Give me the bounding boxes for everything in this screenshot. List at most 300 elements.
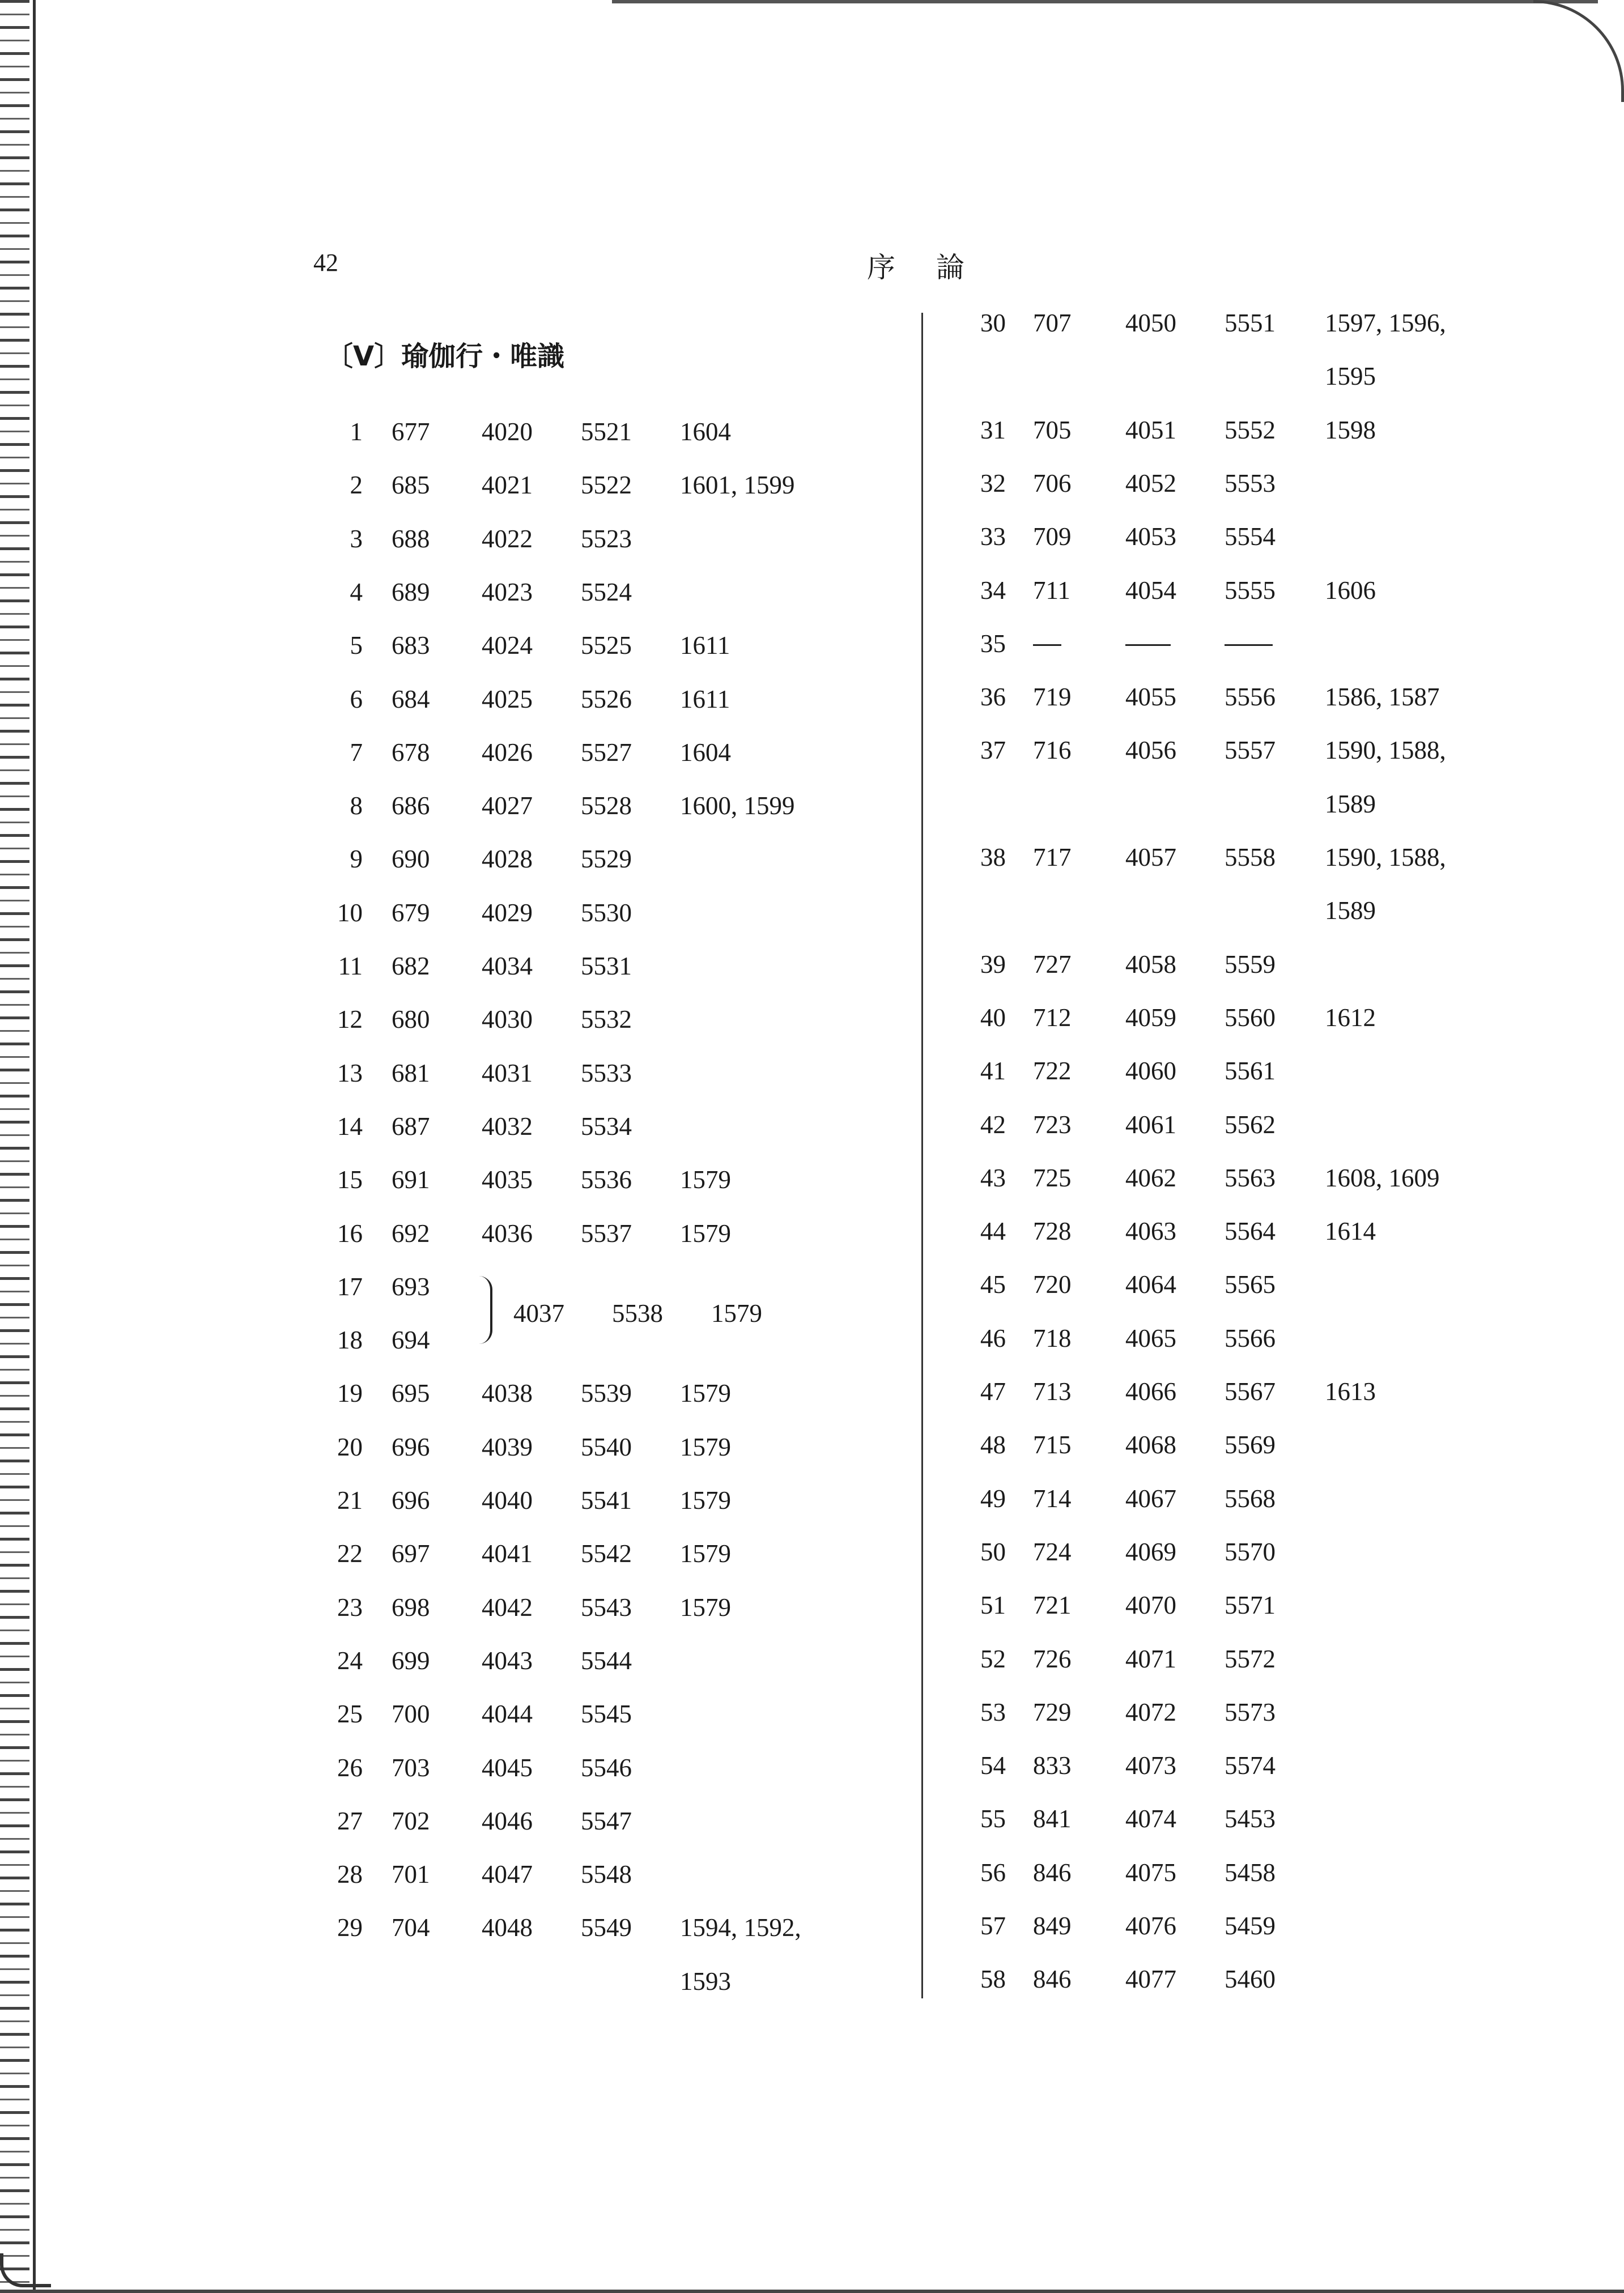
table-cell: 4066 (1125, 1377, 1176, 1406)
table-cell: 5549 (581, 1913, 632, 1942)
table-cell: 4053 (1125, 522, 1176, 551)
table-cell: 5536 (581, 1165, 632, 1194)
table-cell: 696 (392, 1486, 430, 1515)
table-row (958, 1267, 1524, 1301)
table-row (317, 1109, 884, 1143)
table-cell: 4020 (482, 418, 533, 446)
table-cell: 52 (980, 1644, 1006, 1673)
table-cell: 39 (980, 950, 1006, 979)
table-cell: 1579 (680, 1593, 731, 1622)
table-cell: 12 (337, 1005, 363, 1034)
table-row (317, 1697, 884, 1731)
table-cell: 4051 (1125, 415, 1176, 444)
table-row (958, 1054, 1524, 1088)
table-cell: 680 (392, 1005, 430, 1034)
table-cell: 58 (980, 1965, 1006, 1994)
table-cell: 20 (337, 1432, 363, 1461)
table-cell: 4048 (482, 1913, 533, 1942)
table-row (958, 1856, 1524, 1890)
table-cell: 55 (980, 1805, 1006, 1833)
table-row (317, 1644, 884, 1678)
scan-edge-line (33, 0, 36, 2293)
table-cell: 1611 (680, 631, 730, 660)
table-row (317, 1537, 884, 1571)
table-cell: 714 (1033, 1484, 1072, 1513)
table-cell: 722 (1033, 1057, 1072, 1086)
table-cell: 41 (980, 1057, 1006, 1086)
table-cell: 4027 (482, 792, 533, 820)
table-cell: 4055 (1125, 683, 1176, 712)
table-cell: 1586, 1587 (1325, 683, 1440, 712)
table-cell: 1611 (680, 684, 730, 713)
table-cell: 46 (980, 1324, 1006, 1352)
table-cell: 4063 (1125, 1217, 1176, 1246)
table-cell: 1579 (680, 1486, 731, 1515)
table-cell: 30 (980, 309, 1006, 337)
table-cell: 5554 (1225, 522, 1276, 551)
table-cell: 703 (392, 1753, 430, 1782)
table-cell: 1608, 1609 (1325, 1163, 1440, 1192)
table-row (958, 680, 1524, 714)
scan-page-corner (1533, 0, 1624, 102)
table-row (317, 1857, 884, 1891)
table-cell: 4056 (1125, 736, 1176, 765)
table-cell: 45 (980, 1270, 1006, 1299)
table-cell: 34 (980, 576, 1006, 605)
table-cell: 717 (1033, 843, 1072, 871)
page-number: 42 (313, 249, 338, 276)
table-cell: 27 (337, 1806, 363, 1835)
table-cell: 21 (337, 1486, 363, 1515)
table-row (958, 1001, 1524, 1035)
table-cell: 43 (980, 1163, 1006, 1192)
table-cell: 10 (337, 898, 363, 927)
table-cell: 4054 (1125, 576, 1176, 605)
table-cell: 677 (392, 418, 430, 446)
table-cell: 5574 (1225, 1751, 1276, 1780)
table-cell: 5528 (581, 792, 632, 820)
table-cell: 1589 (1325, 896, 1376, 925)
table-cell: 1 (350, 418, 363, 446)
table-cell: 696 (392, 1432, 430, 1461)
table-cell: 13 (337, 1058, 363, 1087)
table-row (958, 1909, 1524, 1943)
table-row (317, 735, 884, 769)
table-cell: 1598 (1325, 415, 1376, 444)
table-cell: 846 (1033, 1858, 1072, 1887)
table-cell: 718 (1033, 1324, 1072, 1352)
table-row (317, 1216, 884, 1250)
table-cell: 5542 (581, 1539, 632, 1568)
table-cell: 5525 (581, 631, 632, 660)
table-row (317, 1804, 884, 1838)
table-row (958, 466, 1524, 500)
table-cell: 5522 (581, 471, 632, 500)
table-row (958, 1535, 1524, 1569)
table-row (958, 1962, 1524, 1996)
table-cell: 684 (392, 684, 430, 713)
table-cell: 1579 (680, 1539, 731, 1568)
table-row (317, 1430, 884, 1464)
table-row (958, 520, 1524, 554)
table-cell: 3 (350, 524, 363, 553)
table-cell: 17 (337, 1272, 363, 1301)
table-cell: 4061 (1125, 1110, 1176, 1139)
table-cell: 833 (1033, 1751, 1072, 1780)
table-cell: 690 (392, 845, 430, 874)
table-cell: 721 (1033, 1591, 1072, 1620)
table-cell: 57 (980, 1912, 1006, 1940)
table-cell: 678 (392, 738, 430, 767)
table-cell: 5 (350, 631, 363, 660)
scan-binding-edge (0, 0, 29, 2293)
table-row (317, 522, 884, 556)
table-cell: 11 (338, 952, 363, 980)
table-cell: 695 (392, 1379, 430, 1408)
table-row (317, 682, 884, 716)
empty-dash (1225, 644, 1273, 646)
table-cell: 5530 (581, 898, 632, 927)
table-cell: 5540 (581, 1432, 632, 1461)
table-cell: 4039 (482, 1432, 533, 1461)
table-row (958, 1802, 1524, 1836)
table-cell: 5527 (581, 738, 632, 767)
table-row (958, 787, 1524, 821)
table-cell: 31 (980, 415, 1006, 444)
table-cell: 4050 (1125, 309, 1176, 337)
table-cell: 846 (1033, 1965, 1072, 1994)
table-cell: 702 (392, 1806, 430, 1835)
table-cell: 49 (980, 1484, 1006, 1513)
table-cell: 5548 (581, 1860, 632, 1889)
table-cell: 4075 (1125, 1858, 1176, 1887)
table-cell: 5544 (581, 1646, 632, 1675)
table-row (317, 1376, 884, 1410)
table-cell: 699 (392, 1646, 430, 1675)
table-cell: 19 (337, 1379, 363, 1408)
table-cell: 4038 (482, 1379, 533, 1408)
table-cell: 5566 (1225, 1324, 1276, 1352)
table-cell: 5569 (1225, 1431, 1276, 1460)
table-cell: 28 (337, 1860, 363, 1889)
table-row (317, 842, 884, 876)
table-cell: 1604 (680, 418, 731, 446)
table-row (317, 949, 884, 983)
table-row (317, 628, 884, 662)
table-cell: 4044 (482, 1700, 533, 1729)
table-cell: 727 (1033, 950, 1072, 979)
table-row (317, 1002, 884, 1036)
table-cell: 4073 (1125, 1751, 1176, 1780)
table-cell: 5541 (581, 1486, 632, 1515)
table-cell: 692 (392, 1219, 430, 1248)
table-cell: 685 (392, 471, 430, 500)
table-cell: 726 (1033, 1644, 1072, 1673)
table-cell: 697 (392, 1539, 430, 1568)
table-row (317, 1751, 884, 1785)
table-row (958, 947, 1524, 981)
table-cell: 4046 (482, 1806, 533, 1835)
table-row (958, 733, 1524, 767)
table-row (958, 1214, 1524, 1248)
table-row (317, 1323, 884, 1357)
table-cell: 14 (337, 1112, 363, 1141)
merged-col3-cell: 5538 (612, 1299, 663, 1328)
table-cell: 1612 (1325, 1003, 1376, 1032)
table-cell: 4047 (482, 1860, 533, 1889)
table-cell: 1579 (680, 1165, 731, 1194)
table-cell: 5563 (1225, 1163, 1276, 1192)
table-row (958, 306, 1524, 340)
table-cell: 719 (1033, 683, 1072, 712)
table-cell: 5521 (581, 418, 632, 446)
table-cell: 5552 (1225, 415, 1276, 444)
table-cell: 4025 (482, 684, 533, 713)
table-cell: 15 (337, 1165, 363, 1194)
table-cell: 1595 (1325, 362, 1376, 391)
table-cell: 724 (1033, 1537, 1072, 1566)
table-cell: 5564 (1225, 1217, 1276, 1246)
table-cell: 4052 (1125, 469, 1176, 497)
table-cell: 5524 (581, 577, 632, 606)
table-row (958, 894, 1524, 928)
table-cell: 4036 (482, 1219, 533, 1248)
section-heading: 〔V〕瑜伽行・唯識 (326, 341, 565, 372)
table-cell: 5539 (581, 1379, 632, 1408)
table-row (317, 1964, 884, 1998)
table-cell: 7 (350, 738, 363, 767)
table-cell: 1593 (680, 1967, 731, 1996)
table-row (317, 1483, 884, 1517)
table-row (958, 413, 1524, 447)
table-cell: 4058 (1125, 950, 1176, 979)
table-cell: 720 (1033, 1270, 1072, 1299)
table-row (958, 1375, 1524, 1409)
table-cell: 1589 (1325, 789, 1376, 818)
table-cell: 679 (392, 898, 430, 927)
table-cell: 5533 (581, 1058, 632, 1087)
table-row (317, 1270, 884, 1304)
scan-top-edge (612, 0, 1598, 3)
table-row (958, 1428, 1524, 1462)
table-row (958, 1321, 1524, 1355)
table-cell: 5460 (1225, 1965, 1276, 1994)
table-cell: 5458 (1225, 1858, 1276, 1887)
table-cell: 681 (392, 1058, 430, 1087)
table-cell: 4032 (482, 1112, 533, 1141)
table-cell: 1606 (1325, 576, 1376, 605)
table-cell: 4022 (482, 524, 533, 553)
table-cell: 48 (980, 1431, 1006, 1460)
table-cell: 5526 (581, 684, 632, 713)
table-cell: 4 (350, 577, 363, 606)
table-cell: 4041 (482, 1539, 533, 1568)
table-cell: 5555 (1225, 576, 1276, 605)
table-cell: 683 (392, 631, 430, 660)
table-cell: 25 (337, 1700, 363, 1729)
empty-dash (1033, 644, 1061, 646)
table-cell: 686 (392, 792, 430, 820)
table-row (958, 1642, 1524, 1676)
table-cell: 5523 (581, 524, 632, 553)
table-cell: 705 (1033, 415, 1072, 444)
table-row (958, 1695, 1524, 1729)
table-cell: 4024 (482, 631, 533, 660)
table-row (317, 896, 884, 930)
table-cell: 42 (980, 1110, 1006, 1139)
table-row (317, 415, 884, 449)
table-cell: 1594, 1592, (680, 1913, 801, 1942)
table-cell: 4071 (1125, 1644, 1176, 1673)
table-cell: 687 (392, 1112, 430, 1141)
table-cell: 723 (1033, 1110, 1072, 1139)
table-cell: 5545 (581, 1700, 632, 1729)
empty-dash (1125, 644, 1171, 646)
table-row (317, 468, 884, 502)
table-cell: 5532 (581, 1005, 632, 1034)
table-cell: 5453 (1225, 1805, 1276, 1833)
table-row (958, 1108, 1524, 1142)
table-cell: 841 (1033, 1805, 1072, 1833)
table-cell: 849 (1033, 1912, 1072, 1940)
table-cell: 23 (337, 1593, 363, 1622)
table-cell: 5573 (1225, 1698, 1276, 1726)
table-cell: 5529 (581, 845, 632, 874)
table-cell: 36 (980, 683, 1006, 712)
table-row (317, 575, 884, 609)
table-cell: 693 (392, 1272, 430, 1301)
table-cell: 5558 (1225, 843, 1276, 871)
table-cell: 728 (1033, 1217, 1072, 1246)
table-cell: 4026 (482, 738, 533, 767)
table-cell: 4035 (482, 1165, 533, 1194)
table-cell: 4074 (1125, 1805, 1176, 1833)
table-cell: 24 (337, 1646, 363, 1675)
table-cell: 33 (980, 522, 1006, 551)
table-cell: 4069 (1125, 1537, 1176, 1566)
merged-vol-cell: 4037 (513, 1299, 564, 1328)
table-cell: 5543 (581, 1593, 632, 1622)
table-cell: 716 (1033, 736, 1072, 765)
table-cell: 725 (1033, 1163, 1072, 1192)
table-cell: 4059 (1125, 1003, 1176, 1032)
table-row (958, 1588, 1524, 1622)
table-cell: 5568 (1225, 1484, 1276, 1513)
table-cell: 713 (1033, 1377, 1072, 1406)
table-cell: 4023 (482, 577, 533, 606)
table-cell: 2 (350, 471, 363, 500)
table-cell: 29 (337, 1913, 363, 1942)
table-cell: 4064 (1125, 1270, 1176, 1299)
table-cell: 5547 (581, 1806, 632, 1835)
table-cell: 4030 (482, 1005, 533, 1034)
table-cell: 5560 (1225, 1003, 1276, 1032)
table-cell: 1614 (1325, 1217, 1376, 1246)
table-cell: 5572 (1225, 1644, 1276, 1673)
table-cell: 4077 (1125, 1965, 1176, 1994)
table-row (958, 1161, 1524, 1195)
table-cell: 694 (392, 1326, 430, 1355)
table-cell: 6 (350, 684, 363, 713)
table-cell: 4067 (1125, 1484, 1176, 1513)
table-row (317, 789, 884, 823)
table-cell: 1600, 1599 (680, 792, 795, 820)
table-cell: 5551 (1225, 309, 1276, 337)
table-cell: 54 (980, 1751, 1006, 1780)
table-cell: 4042 (482, 1593, 533, 1622)
table-cell: 691 (392, 1165, 430, 1194)
table-row (958, 1749, 1524, 1783)
table-cell: 22 (337, 1539, 363, 1568)
table-cell: 709 (1033, 522, 1072, 551)
table-cell: 5559 (1225, 950, 1276, 979)
table-cell: 1597, 1596, (1325, 309, 1446, 337)
table-cell: 4021 (482, 471, 533, 500)
running-title: 序論 (867, 251, 1005, 284)
table-cell: 4029 (482, 898, 533, 927)
table-cell: 5565 (1225, 1270, 1276, 1299)
table-cell: 51 (980, 1591, 1006, 1620)
table-cell: 698 (392, 1593, 430, 1622)
merged-ref-cell: 1579 (711, 1299, 762, 1328)
table-cell: 5571 (1225, 1591, 1276, 1620)
table-cell: 704 (392, 1913, 430, 1942)
table-cell: 5546 (581, 1753, 632, 1782)
table-cell: 37 (980, 736, 1006, 765)
table-cell: 4062 (1125, 1163, 1176, 1192)
table-cell: 5556 (1225, 683, 1276, 712)
table-cell: 729 (1033, 1698, 1072, 1726)
table-cell: 4076 (1125, 1912, 1176, 1940)
table-cell: 4057 (1125, 843, 1176, 871)
table-cell: 1604 (680, 738, 731, 767)
scan-bottom-edge (0, 2290, 1624, 2293)
table-cell: 715 (1033, 1431, 1072, 1460)
table-row (317, 1163, 884, 1197)
table-cell: 35 (980, 629, 1006, 658)
table-cell: 38 (980, 843, 1006, 871)
table-cell: 53 (980, 1698, 1006, 1726)
table-cell: 5531 (581, 952, 632, 980)
column-divider (921, 313, 923, 1998)
table-cell: 712 (1033, 1003, 1072, 1032)
table-cell: 32 (980, 469, 1006, 497)
table-cell: 5459 (1225, 1912, 1276, 1940)
table-row (958, 573, 1524, 607)
table-cell: 47 (980, 1377, 1006, 1406)
table-cell: 44 (980, 1217, 1006, 1246)
table-cell: 5561 (1225, 1057, 1276, 1086)
table-cell: 4043 (482, 1646, 533, 1675)
table-cell: 706 (1033, 469, 1072, 497)
table-cell: 1601, 1599 (680, 471, 795, 500)
table-row (958, 840, 1524, 874)
table-cell: 4034 (482, 952, 533, 980)
table-cell: 1613 (1325, 1377, 1376, 1406)
table-cell: 1590, 1588, (1325, 736, 1446, 765)
table-cell: 4072 (1125, 1698, 1176, 1726)
table-cell: 688 (392, 524, 430, 553)
table-row (958, 627, 1524, 661)
table-cell: 56 (980, 1858, 1006, 1887)
table-cell: 5567 (1225, 1377, 1276, 1406)
table-cell: 682 (392, 952, 430, 980)
table-cell: 4065 (1125, 1324, 1176, 1352)
table-cell: 1579 (680, 1379, 731, 1408)
table-cell: 18 (337, 1326, 363, 1355)
table-cell: 4031 (482, 1058, 533, 1087)
table-cell: 4040 (482, 1486, 533, 1515)
